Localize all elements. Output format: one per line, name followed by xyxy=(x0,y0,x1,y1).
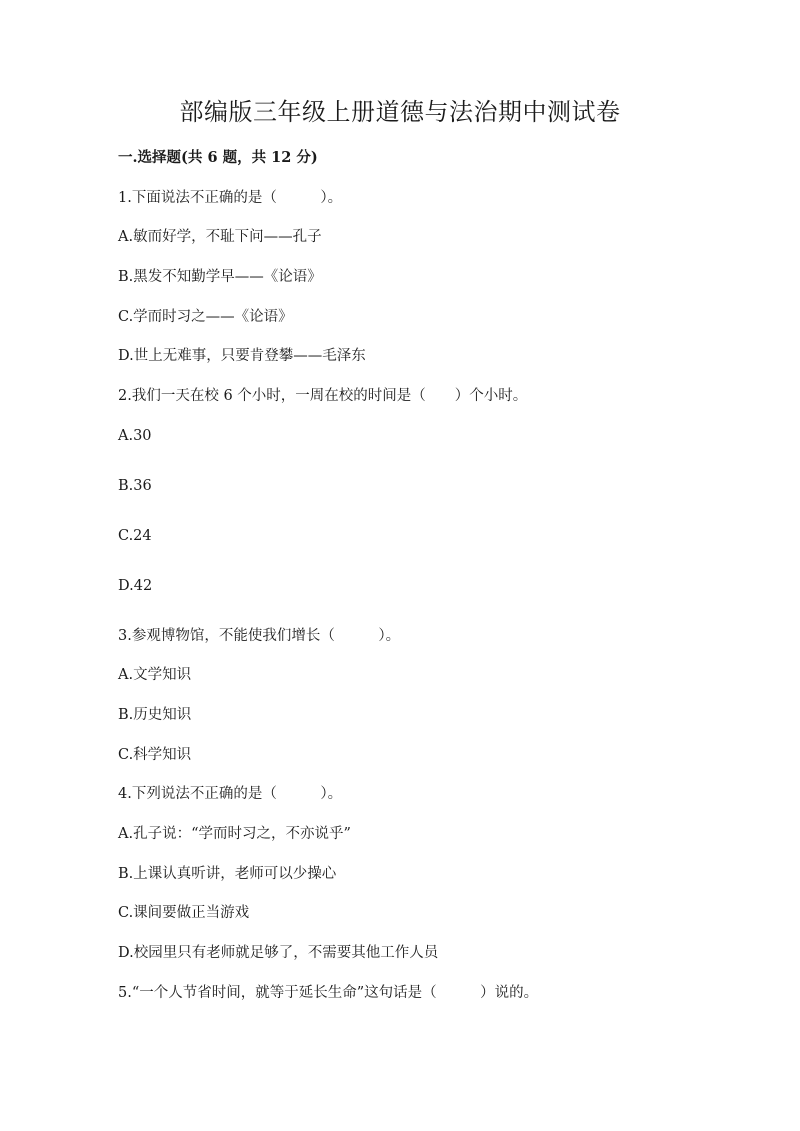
page-title: 部编版三年级上册道德与法治期中测试卷 xyxy=(179,98,621,126)
question-4-stem: 4.下列说法不正确的是（ ）。 xyxy=(118,786,343,802)
question-3-option-c: C.科学知识 xyxy=(118,747,192,763)
question-2-stem: 2.我们一天在校 6 个小时，一周在校的时间是（ ）个小时。 xyxy=(118,388,528,404)
question-4-option-b: B.上课认真听讲，老师可以少操心 xyxy=(118,866,337,882)
question-3-option-b: B.历史知识 xyxy=(118,707,192,723)
question-2-option-a: A.30 xyxy=(118,428,152,444)
question-1-option-b: B.黑发不知勤学早——《论语》 xyxy=(118,269,322,285)
question-2-option-c: C.24 xyxy=(118,528,152,544)
question-1-option-c: C.学而时习之——《论语》 xyxy=(118,309,293,325)
question-1-stem: 1.下面说法不正确的是（ ）。 xyxy=(118,190,343,206)
question-4-option-d: D.校园里只有老师就足够了，不需要其他工作人员 xyxy=(118,945,439,961)
question-1-option-d: D.世上无难事，只要肯登攀——毛泽东 xyxy=(118,348,366,364)
question-5-stem: 5.“一个人节省时间，就等于延长生命”这句话是（ ）说的。 xyxy=(118,985,539,1001)
question-2-option-b: B.36 xyxy=(118,478,152,494)
question-2-option-d: D.42 xyxy=(118,578,153,594)
question-4-option-a: A.孔子说：“学而时习之，不亦说乎” xyxy=(118,826,351,842)
question-4-option-c: C.课间要做正当游戏 xyxy=(118,905,250,921)
section-heading: 一.选择题(共 6 题，共 12 分) xyxy=(118,149,318,166)
question-3-stem: 3.参观博物馆，不能使我们增长（ ）。 xyxy=(118,628,401,644)
question-1-option-a: A.敏而好学，不耻下问——孔子 xyxy=(118,229,322,245)
question-3-option-a: A.文学知识 xyxy=(118,667,192,683)
